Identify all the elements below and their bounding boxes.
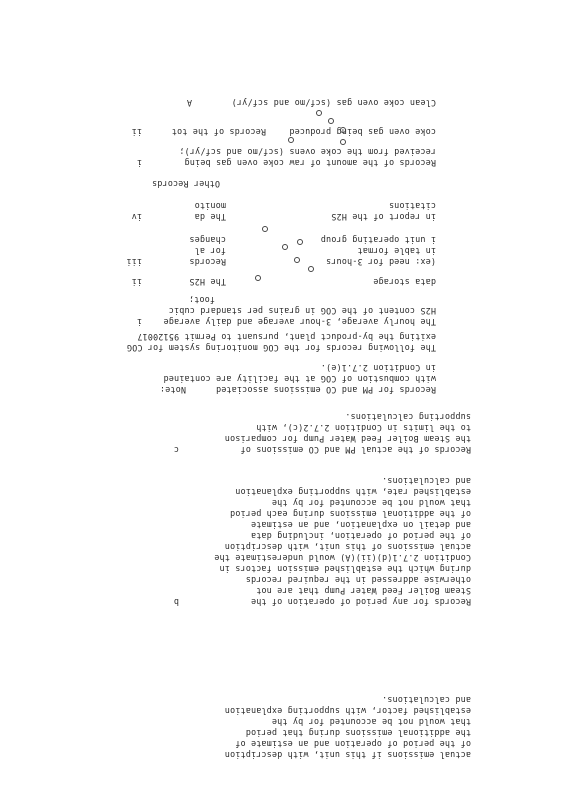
scan-artifact <box>297 239 303 245</box>
text-line: and calculations. <box>381 695 471 705</box>
text-line: citations <box>388 201 436 211</box>
text-line: (ex: need for 3-hours <box>325 257 436 267</box>
text-line: in Condition 2.7.1(e). <box>320 363 436 373</box>
item-label: ii <box>131 127 142 137</box>
text-line: the additional emissions during that period <box>245 728 471 738</box>
scan-artifact <box>328 118 334 124</box>
text-line: The da <box>194 212 226 222</box>
scan-artifact <box>288 137 294 143</box>
text-line: Clean coke oven gas (scf/mo and scf/yr) <box>231 98 436 108</box>
text-line: received from the coke ovens (scf/mo and scf/yr); <box>179 147 436 157</box>
text-line: of the period of operation, including data <box>250 531 471 541</box>
scan-artifact <box>340 127 346 133</box>
text-line: Records for PM and CO emissions associated <box>215 385 436 395</box>
text-line: during which the established emission factors in <box>219 564 471 574</box>
text-line: that would not be accounted for by the <box>271 717 471 727</box>
text-line: actual emissions of this unit, with description <box>224 542 471 552</box>
text-line: and calculations. <box>381 476 471 486</box>
text-line: i unit operating group <box>320 235 436 245</box>
text-line: Condition 2.7.1(d)(ii)(A) would underestimate the <box>214 553 471 563</box>
text-line: for al <box>194 246 226 256</box>
text-line: otherwise addressed in the required records <box>245 575 471 585</box>
scan-artifact <box>340 139 346 145</box>
text-line: The H2S <box>189 277 226 287</box>
note-label: Note: <box>159 385 186 395</box>
scan-artifact <box>316 110 322 116</box>
text-line: H2S content of the COG in grains per standard cubic <box>168 306 436 316</box>
item-label: i <box>136 158 142 168</box>
text-line: to the limits in Condition 2.7.2(c), with <box>256 423 471 433</box>
text-line: in table format <box>357 246 436 256</box>
text-line: established rate, with supporting explanation <box>235 487 471 497</box>
item-label: A <box>186 98 192 108</box>
text-line: the Steam Boiler Feed Water Pump for comparison <box>224 434 471 444</box>
text-line: foot; <box>188 295 215 305</box>
text-line: established factor, with supporting explanation <box>224 706 471 716</box>
text-line: of the period of operation and an estimate of <box>235 739 471 749</box>
text-line: exiting the by-product plant, pursuant to Permit 95120017 <box>137 332 436 342</box>
item-label: i <box>136 317 142 327</box>
text-line: that would not be accounted for by the <box>271 498 471 508</box>
text-line: Records of the actual PM and CO emissions of <box>240 445 471 455</box>
text-line: The following records for the COG monitoring system for COG <box>126 343 436 353</box>
scan-artifact <box>255 275 261 281</box>
scan-artifact <box>294 257 300 263</box>
text-line: coke oven gas being produced <box>289 127 436 137</box>
scan-artifact <box>308 266 314 272</box>
scan-artifact <box>282 244 288 250</box>
text-line: Records for any period of operation of the <box>250 597 471 607</box>
text-line: Records of the amount of raw coke oven gas being <box>184 158 436 168</box>
text-line: data storage <box>373 277 436 287</box>
text-line: with combustion of COG at the facility are contained <box>163 374 436 384</box>
item-label: iv <box>131 212 142 222</box>
scan-artifact <box>262 226 268 232</box>
item-label: iii <box>126 257 142 267</box>
text-line: changes <box>189 235 226 245</box>
text-line: in report of the H2S <box>331 212 436 222</box>
text-line: supporting calculations. <box>345 412 471 422</box>
text-line: of the additional emissions during each period <box>229 509 471 519</box>
text-line: and detail on explanation, and an estimate <box>250 520 471 530</box>
item-label: c <box>173 445 179 455</box>
text-line: actual emissions if this unit, with description <box>224 750 471 760</box>
item-label: b <box>173 597 179 607</box>
text-line: Steam Boiler Feed Water Pump that are not <box>256 586 471 596</box>
text-line: monito <box>194 201 226 211</box>
item-label: ii <box>131 277 142 287</box>
section-heading: Other Records <box>151 179 220 189</box>
text-line: Records <box>189 257 226 267</box>
text-line: Records of the tot <box>171 127 266 137</box>
text-line: The hourly average, 3-hour average and daily average <box>163 317 436 327</box>
